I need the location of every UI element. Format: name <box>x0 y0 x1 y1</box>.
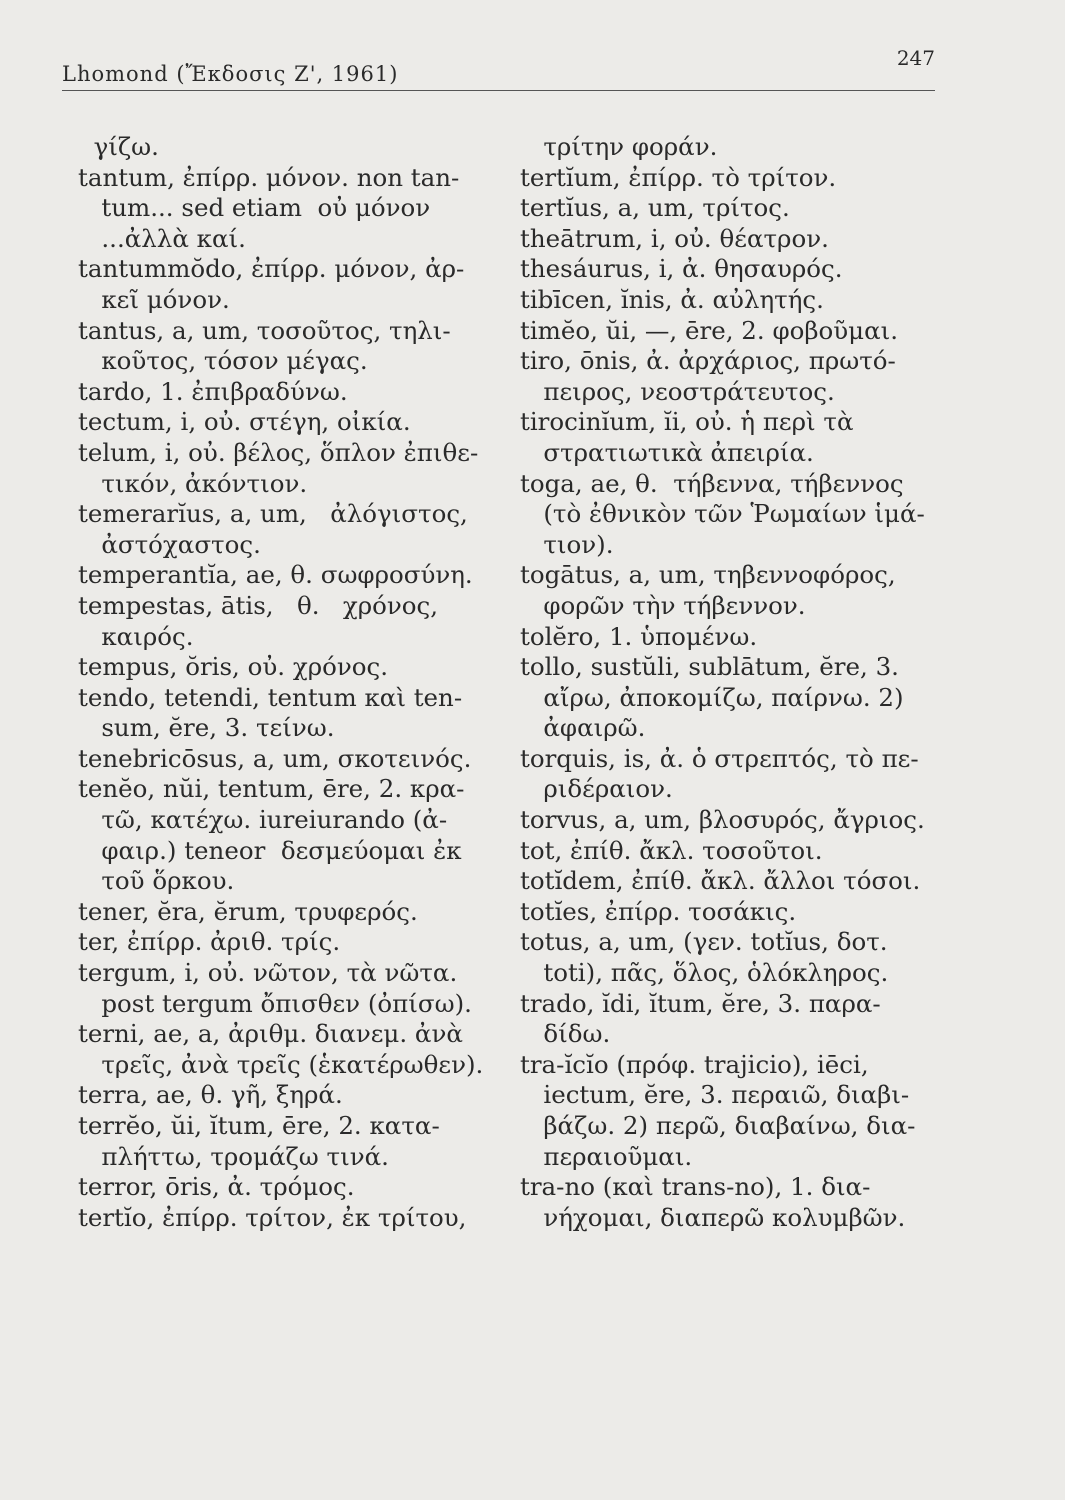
dictionary-line: tenebricōsus, a, um, σκοτεινός. <box>78 743 472 773</box>
dictionary-line: tum... sed etiam οὐ μόνον <box>78 193 431 223</box>
dictionary-line: iectum, ĕre, 3. περαιῶ, διαβι- <box>520 1080 910 1110</box>
dictionary-line: terror, ōris, ἀ. τρόμος. <box>78 1172 355 1202</box>
dictionary-line: περαιοῦμαι. <box>520 1141 693 1171</box>
dictionary-line: tertĭum, ἐπίρρ. τὸ τρίτον. <box>520 162 837 192</box>
dictionary-line: κοῦτος, τόσον μέγας. <box>78 346 368 376</box>
dictionary-line: tirocinĭum, ĭi, οὐ. ἡ περὶ τὰ <box>520 407 854 437</box>
dictionary-line: tertĭo, ἐπίρρ. τρίτον, ἐκ τρίτου, <box>78 1202 467 1232</box>
dictionary-line: βάζω. 2) περῶ, διαβαίνω, δια- <box>520 1111 916 1140</box>
dictionary-line: terra, ae, θ. γῆ, ξηρά. <box>78 1080 343 1110</box>
dictionary-line: τικόν, ἀκόντιον. <box>78 468 308 498</box>
dictionary-line: tra-ĭcĭo (πρόφ. trajicio), iēci, <box>520 1049 869 1079</box>
dictionary-line: temerarĭus, a, um, ἀλόγιστος, <box>78 499 468 529</box>
dictionary-line: tantum, ἐπίρρ. μόνον. non tan- <box>78 162 460 192</box>
dictionary-line: πλήττω, τρομάζω τινά. <box>78 1141 389 1171</box>
dictionary-line: totĭdem, ἐπίθ. ἄκλ. ἄλλοι τόσοι. <box>520 866 921 896</box>
dictionary-line: στρατιωτικὰ ἀπειρία. <box>520 437 814 467</box>
dictionary-line: γίζω. <box>78 132 159 161</box>
dictionary-line: theātrum, i, οὐ. θέατρον. <box>520 223 829 253</box>
dictionary-line: καιρός. <box>78 621 194 651</box>
dictionary-line: κεῖ μόνον. <box>78 284 230 314</box>
dictionary-line: totus, a, um, (γεν. totĭus, δοτ. <box>520 927 888 957</box>
dictionary-line: ριδέραιον. <box>520 774 673 804</box>
dictionary-line: δίδω. <box>520 1019 611 1049</box>
dictionary-line: τρίτην φοράν. <box>520 132 718 161</box>
page-header <box>62 46 935 91</box>
dictionary-line: totĭes, ἐπίρρ. τοσάκις. <box>520 896 797 926</box>
dictionary-line: (τὸ ἐθνικὸν τῶν Ῥωμαίων ἱμά- <box>520 499 925 529</box>
dictionary-line: tardo, 1. ἐπιβραδύνω. <box>78 376 348 406</box>
dictionary-line: trado, ĭdi, ĭtum, ĕre, 3. παρα- <box>520 988 881 1018</box>
dictionary-line: tantus, a, um, τοσοῦτος, τηλι- <box>78 315 451 345</box>
dictionary-line: tergum, i, οὐ. νῶτον, τὰ νῶτα. <box>78 958 458 988</box>
dictionary-line: tibīcen, ĭnis, ἀ. αὐλητής. <box>520 284 824 314</box>
dictionary-line: νήχομαι, διαπερῶ κολυμβῶν. <box>520 1202 906 1232</box>
left-column <box>78 132 528 1233</box>
dictionary-line: terni, ae, a, ἀριθμ. διανεμ. ἀνὰ <box>78 1019 463 1049</box>
dictionary-line: togātus, a, um, τηβεννοφόρος, <box>520 560 896 590</box>
dictionary-line: tantummŏdo, ἐπίρρ. μόνον, ἀρ- <box>78 254 465 284</box>
dictionary-line: tolĕro, 1. ὑπομένω. <box>520 621 758 651</box>
dictionary-line: toti), πᾶς, ὅλος, ὁλόκληρος. <box>520 958 889 988</box>
dictionary-line: tot, ἐπίθ. ἄκλ. τοσοῦτοι. <box>520 835 823 865</box>
dictionary-line: terrĕo, ŭi, ĭtum, ēre, 2. κατα- <box>78 1111 440 1140</box>
dictionary-line: tiro, ōnis, ἀ. ἀρχάριος, πρωτό- <box>520 346 896 376</box>
dictionary-line: tener, ĕra, ĕrum, τρυφερός. <box>78 896 418 926</box>
dictionary-line: tertĭus, a, um, τρίτος. <box>520 193 790 223</box>
dictionary-line: τιον). <box>520 529 614 559</box>
dictionary-line: torvus, a, um, βλοσυρός, ἄγριος. <box>520 805 925 835</box>
dictionary-line: tra-no (καὶ trans-no), 1. δια- <box>520 1172 871 1202</box>
dictionary-line: τοῦ ὅρκου. <box>78 866 235 896</box>
dictionary-line: πειρος, νεοστράτευτος. <box>520 376 835 406</box>
dictionary-line: torquis, is, ἀ. ὁ στρεπτός, τὸ πε- <box>520 743 919 773</box>
dictionary-line: αἴρω, ἀποκομίζω, παίρνω. 2) <box>520 682 904 712</box>
dictionary-line: tempus, ŏris, οὐ. χρόνος. <box>78 652 389 682</box>
dictionary-line: toga, ae, θ. τήβεννα, τήβεννος <box>520 468 904 498</box>
dictionary-line: tendo, tetendi, tentum καὶ ten- <box>78 682 463 712</box>
dictionary-line: ...ἀλλὰ καί. <box>78 223 246 253</box>
dictionary-line: post tergum ὄπισθεν (ὀπίσω). <box>78 988 472 1018</box>
dictionary-line: tectum, i, οὐ. στέγη, οἰκία. <box>78 407 411 437</box>
dictionary-line: tenĕo, nŭi, tentum, ēre, 2. κρα- <box>78 774 465 804</box>
dictionary-line: φαιρ.) teneor δεσμεύομαι ἐκ <box>78 835 462 865</box>
right-column <box>520 132 970 1233</box>
dictionary-line: sum, ĕre, 3. τείνω. <box>78 713 335 743</box>
dictionary-line: tempestas, ātis, θ. χρόνος, <box>78 590 438 620</box>
dictionary-line: τρεῖς, ἀνὰ τρεῖς (ἑκατέρωθεν). <box>78 1049 484 1079</box>
dictionary-line: ter, ἐπίρρ. ἀριθ. τρίς. <box>78 927 341 957</box>
dictionary-line: φορῶν τὴν τήβεννον. <box>520 590 806 620</box>
dictionary-line: telum, i, οὐ. βέλος, ὅπλον ἐπιθε- <box>78 437 479 467</box>
page-number: 247 <box>896 46 935 70</box>
dictionary-line: τῶ, κατέχω. iureiurando (ἀ- <box>78 805 448 835</box>
dictionary-line: ἀφαιρῶ. <box>520 713 646 743</box>
dictionary-line: ἀστόχαστος. <box>78 529 261 559</box>
dictionary-line: temperantĭa, ae, θ. σωφροσύνη. <box>78 560 473 590</box>
running-head: Lhomond (Ἔκδοσις Ζ', 1961) <box>62 62 399 86</box>
dictionary-line: timĕo, ŭi, —, ēre, 2. φοβοῦμαι. <box>520 315 899 345</box>
dictionary-line: tollo, sustŭli, sublātum, ĕre, 3. <box>520 652 899 682</box>
dictionary-line: thesáurus, i, ἀ. θησαυρός. <box>520 254 843 284</box>
